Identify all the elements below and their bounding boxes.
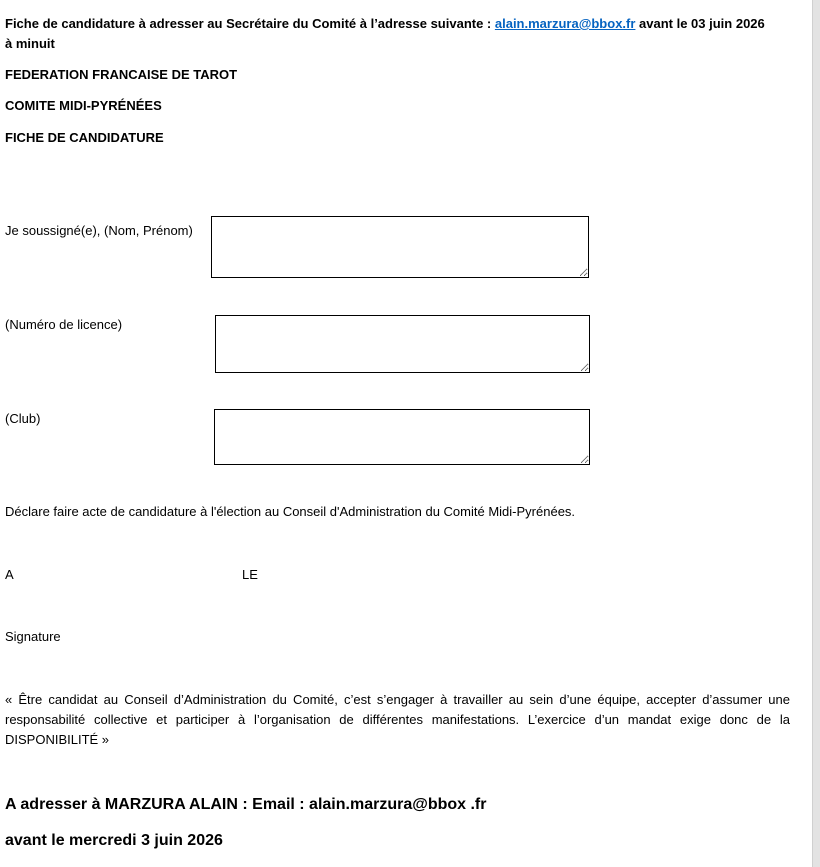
club-field[interactable] [214, 409, 590, 465]
header-instruction [5, 15, 765, 32]
commitment-quote: « Être candidat au Conseil d’Administration du Comité, c’est s’engager à travailler au sein d’une équipe, accepter d’assumer une responsabilité collective et participer à l’organisation de différentes manifestations. L’exercice d’un mandat exige donc de la DISPONIBILITÉ » [5, 692, 790, 747]
header-intro-text: Fiche de candidature à adresser au Secrétaire du Comité à l’adresse suivante : [5, 16, 495, 31]
header-deadline-line2: à minuit [5, 36, 55, 51]
place-label: A [5, 567, 14, 582]
footer-address-line: A adresser à MARZURA ALAIN : Email : alain.marzura@bbox .fr [5, 796, 487, 813]
email-link[interactable]: alain.marzura@bbox.fr [494, 16, 636, 31]
club-label: (Club) [5, 411, 41, 426]
name-field[interactable] [211, 216, 589, 278]
vertical-scrollbar[interactable] [812, 0, 820, 867]
header-deadline-text: avant le 03 juin 2026 [635, 16, 765, 31]
declaration-text: Déclare faire acte de candidature à l'élection au Conseil d'Administration du Comité Midi-Pyrénées. [5, 504, 576, 519]
signature-label: Signature [5, 629, 61, 644]
licence-field[interactable] [215, 315, 590, 373]
committee-title: COMITE MIDI-PYRÉNÉES [5, 98, 162, 113]
federation-title: FEDERATION FRANCAISE DE TAROT [5, 67, 238, 82]
form-title: FICHE DE CANDIDATURE [5, 130, 164, 145]
footer-deadline-line: avant le mercredi 3 juin 2026 [5, 832, 223, 849]
date-label: LE [242, 567, 258, 582]
name-label: Je soussigné(e), (Nom, Prénom) [5, 223, 193, 238]
licence-label: (Numéro de licence) [5, 317, 123, 332]
